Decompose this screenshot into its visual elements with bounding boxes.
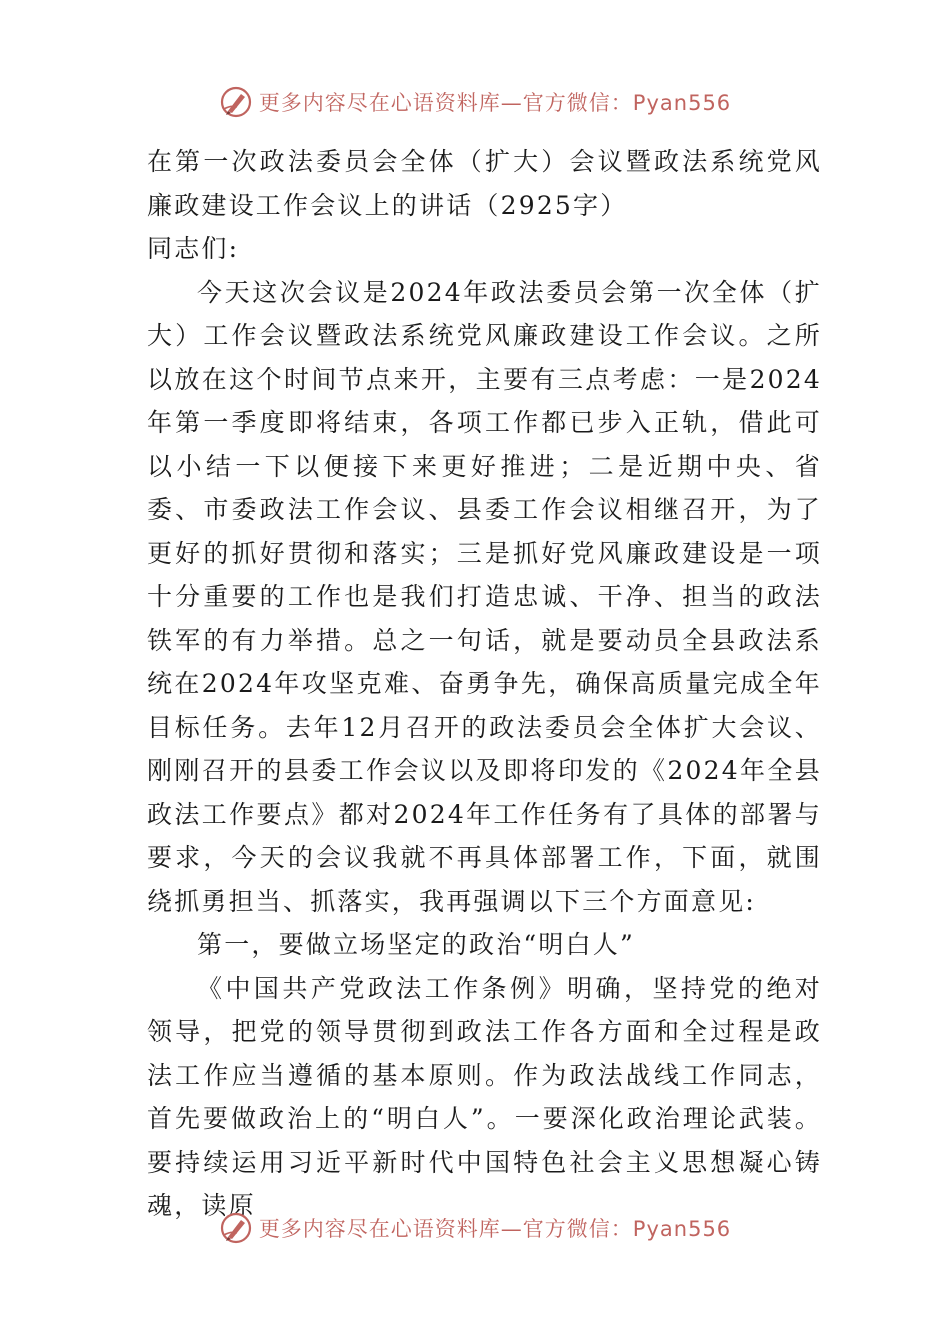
paragraph: 《中国共产党政法工作条例》明确，坚持党的绝对领导，把党的领导贯彻到政法工作各方面和全过程是政法工作应当遵循的基本原则。作为政法战线工作同志，首先要做政治上的“明白人”。一要深化政治理论武装。要持续运用习近平新时代中国特色社会主义思想凝心铸魂，读原	[147, 973, 822, 1220]
document-title: 在第一次政法委员会全体（扩大）会议暨政法系统党风廉政建设工作会议上的讲话（2925字）	[147, 147, 822, 220]
paragraph: 今天这次会议是2024年政法委员会第一次全体（扩大）工作会议暨政法系统党风廉政建设工作会议。之所以放在这个时间节点来开，主要有三点考虑：一是2024年第一季度即将结束，各项工作都已步入正轨，借此可以小结一下以便接下来更好推进；二是近期中央、省委、市委政法工作会议、县委工作会议相继召开，为了更好的抓好贯彻和落实；三是抓好党风廉政建设是一项十分重要的工作也是我们打造忠诚、干净、担当的政法铁军的有力举措。总之一句话，就是要动员全县政法系统在2024年攻坚克难、奋勇争先，确保高质量完成全年目标任务。去年12月召开的政法委员会全体扩大会议、刚刚召开的县委工作会议以及即将印发的《2024年全县政法工作要点》都对2024年工作任务有了具体的部署与要求，今天的会议我就不再具体部署工作，下面，就围绕抓勇担当、抓落实，我再强调以下三个方面意见:	[147, 277, 822, 916]
pen-circle-logo-icon	[219, 1211, 253, 1245]
footer-watermark	[0, 1208, 950, 1248]
salutation: 同志们:	[147, 234, 240, 263]
header-watermark	[0, 82, 950, 122]
watermark-text: 更多内容尽在心语资料库—官方微信：Pyan556	[258, 91, 732, 115]
section-heading: 第一，要做立场坚定的政治“明白人”	[197, 930, 635, 959]
watermark-text: 更多内容尽在心语资料库—官方微信：Pyan556	[258, 1217, 732, 1241]
document-body	[147, 140, 822, 1228]
pen-circle-logo-icon	[219, 85, 253, 119]
